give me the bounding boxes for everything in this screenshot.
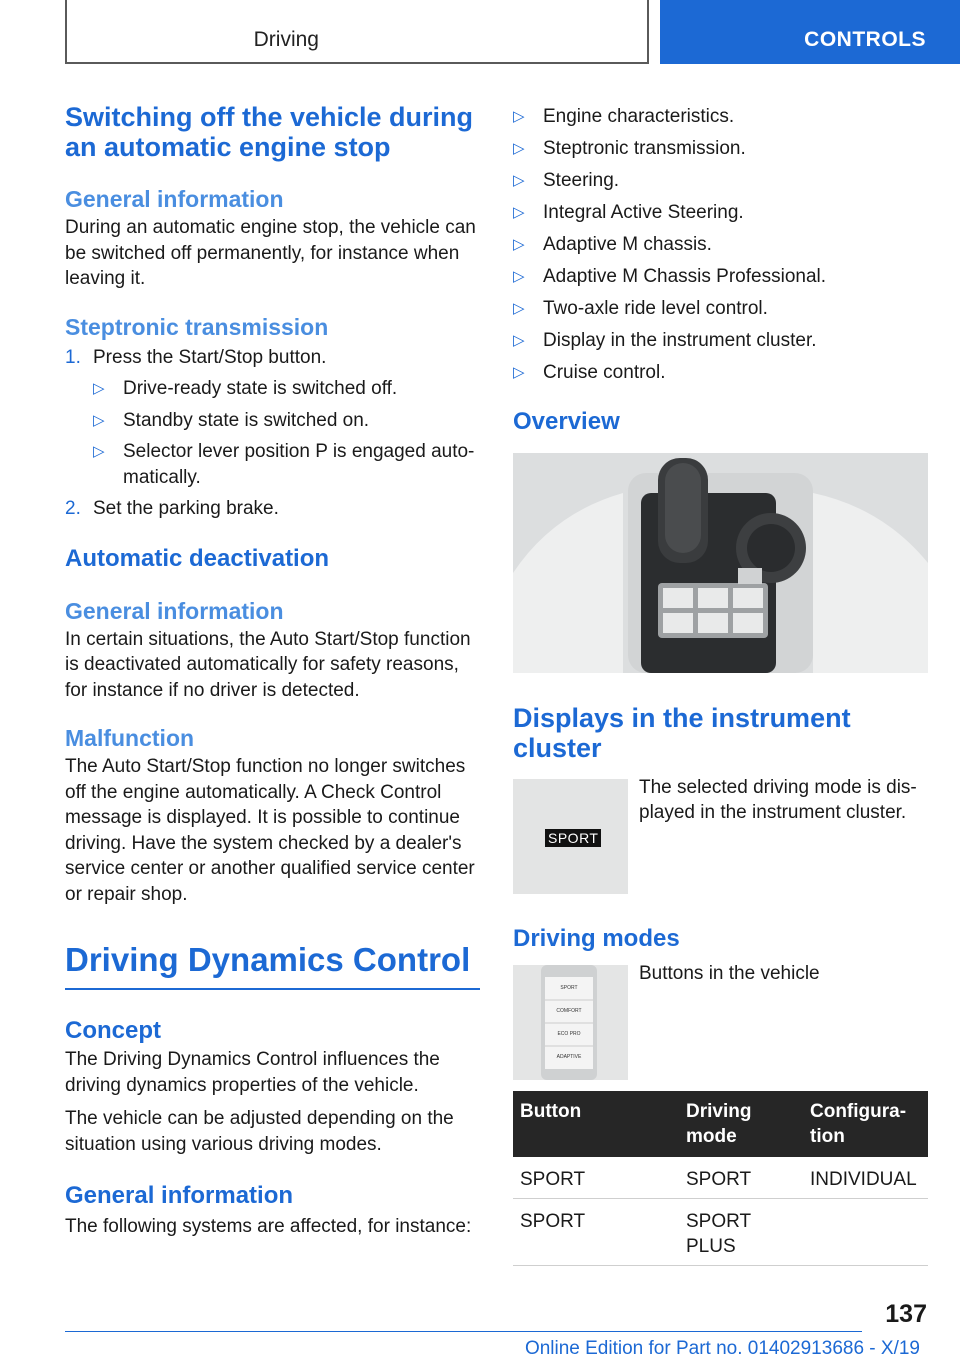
table-cell: SPORT xyxy=(513,1198,679,1265)
heading-general-info-2: General information xyxy=(65,597,284,624)
heading-driving-modes: Driving modes xyxy=(513,924,680,952)
bullet-item xyxy=(93,439,480,490)
text-general-info-3: The following systems are affected, for instance: xyxy=(65,1216,472,1237)
heading-underline xyxy=(65,988,480,990)
table-header: Button xyxy=(513,1091,679,1157)
sport-display-image xyxy=(513,779,628,894)
table-cell: SPORT PLUS xyxy=(679,1198,803,1265)
table-header-row xyxy=(513,1091,928,1157)
heading-driving-dynamics-control: Driving Dynamics Control xyxy=(65,941,471,978)
system-text: Cruise control. xyxy=(543,362,666,383)
bullet-item xyxy=(93,376,480,402)
bullet-text: Selector lever position P is engaged auto‐matically. xyxy=(123,441,475,488)
header-section-box xyxy=(65,0,649,64)
system-item xyxy=(513,136,928,162)
chapter-tab xyxy=(660,0,960,64)
bullet-text: Drive-ready state is switched off. xyxy=(123,378,398,399)
triangle-bullet-icon: ▷ xyxy=(513,268,525,285)
footer-edition: Online Edition for Part no. 01402913686 - X/19 xyxy=(524,1338,920,1359)
heading-general-info-3: General information xyxy=(65,1182,294,1209)
system-item xyxy=(513,296,928,322)
step-number: 1. xyxy=(65,346,81,368)
table-cell: SPORT xyxy=(679,1157,803,1199)
triangle-bullet-icon: ▷ xyxy=(513,140,525,157)
center-console-image xyxy=(513,453,928,673)
heading-switching-off: Switching off the vehicle during an automatic engine stop xyxy=(65,102,474,162)
section-title: Driving xyxy=(253,28,319,51)
table-cell xyxy=(803,1198,928,1265)
text-modes: Buttons in the vehicle xyxy=(639,962,820,984)
heading-steptronic: Steptronic transmission xyxy=(65,313,329,340)
step-text: Set the parking brake. xyxy=(93,498,279,519)
system-item xyxy=(513,168,928,194)
text-general-info-2: In certain situations, the Auto Start/Stop function is deactivated automatically for safety reasons, for instance if no driver is detected. xyxy=(65,628,471,701)
mode-button-label: ECO PRO xyxy=(557,1030,581,1037)
triangle-bullet-icon: ▷ xyxy=(513,204,525,221)
step-item xyxy=(65,345,480,371)
system-text: Adaptive M chassis. xyxy=(543,234,712,255)
text-general-info-1: During an automatic engine stop, the vehicle can be switched off permanently, for instance when leaving it. xyxy=(65,217,476,289)
table-header: Configura‐tion xyxy=(803,1091,928,1157)
modes-row xyxy=(513,962,928,1080)
table-cell: SPORT xyxy=(513,1157,679,1199)
step-text: Press the Start/Stop button. xyxy=(93,346,327,368)
console-illustration-icon xyxy=(513,453,928,673)
system-text: Integral Active Steering. xyxy=(543,202,744,223)
system-item xyxy=(513,328,928,354)
text-concept-2: The vehicle can be adjusted depending on the situation using various driving modes. xyxy=(65,1108,454,1155)
system-item xyxy=(513,232,928,258)
step-item xyxy=(65,496,480,522)
heading-displays-instrument-cluster: Displays in the instrument cluster xyxy=(513,702,851,763)
step1-bullets xyxy=(65,376,480,490)
heading-overview: Overview xyxy=(513,407,620,435)
right-column xyxy=(513,104,928,1266)
text-displays: The selected driving mode is dis‐played in the instrument cluster. xyxy=(639,776,917,823)
system-text: Display in the instrument cluster. xyxy=(543,330,817,351)
table-header: Driving mode xyxy=(679,1091,803,1157)
table-row xyxy=(513,1198,928,1265)
page-number: 137 xyxy=(885,1300,927,1328)
triangle-bullet-icon: ▷ xyxy=(93,411,105,429)
system-text: Engine characteristics. xyxy=(543,106,735,127)
system-item xyxy=(513,104,928,130)
systems-list xyxy=(513,104,928,386)
triangle-bullet-icon: ▷ xyxy=(513,300,525,317)
text-malfunction: The Auto Start/Stop function no longer switches off the engine automatically. A Check Control message is displayed. It is possible to continue driving. Have the system checked by a dealer's service center or another qualified service center or repair shop. xyxy=(65,756,475,905)
triangle-bullet-icon: ▷ xyxy=(513,108,525,125)
table-cell: INDIVIDUAL xyxy=(803,1157,928,1199)
system-text: Steering. xyxy=(543,170,620,191)
chapter-title: CONTROLS xyxy=(804,28,926,51)
triangle-bullet-icon: ▷ xyxy=(513,332,525,349)
heading-general-info-1: General information xyxy=(65,186,284,212)
mode-button-label: ADAPTIVE xyxy=(556,1053,582,1060)
table-row xyxy=(513,1157,928,1199)
system-text: Adaptive M Chassis Professional. xyxy=(543,266,827,287)
system-item xyxy=(513,264,928,290)
system-item xyxy=(513,200,928,226)
bullet-item xyxy=(93,408,480,434)
mode-button-label: SPORT xyxy=(560,984,578,991)
driving-modes-table xyxy=(513,1091,928,1266)
step-number: 2. xyxy=(65,498,81,519)
system-item xyxy=(513,360,928,386)
triangle-bullet-icon: ▷ xyxy=(513,364,525,381)
triangle-bullet-icon: ▷ xyxy=(513,172,525,189)
heading-malfunction: Malfunction xyxy=(65,725,195,751)
heading-automatic-deactivation: Automatic deactivation xyxy=(65,544,330,572)
heading-concept: Concept xyxy=(65,1017,161,1044)
mode-buttons-image xyxy=(513,965,628,1080)
sport-badge: SPORT xyxy=(545,829,601,847)
bullet-text: Standby state is switched on. xyxy=(123,409,370,431)
mode-buttons-illustration-icon xyxy=(513,965,628,1080)
display-row xyxy=(513,776,928,894)
triangle-bullet-icon: ▷ xyxy=(513,236,525,253)
text-concept-1: The Driving Dynamics Control influences the driving dynamics properties of the vehicle. xyxy=(65,1049,440,1096)
triangle-bullet-icon: ▷ xyxy=(93,380,105,397)
footer-rule xyxy=(65,1331,862,1332)
left-column xyxy=(65,100,480,1240)
mode-button-label: COMFORT xyxy=(556,1007,582,1014)
system-text: Two-axle ride level control. xyxy=(543,298,768,319)
system-text: Steptronic transmission. xyxy=(543,138,746,159)
triangle-bullet-icon: ▷ xyxy=(93,443,105,460)
